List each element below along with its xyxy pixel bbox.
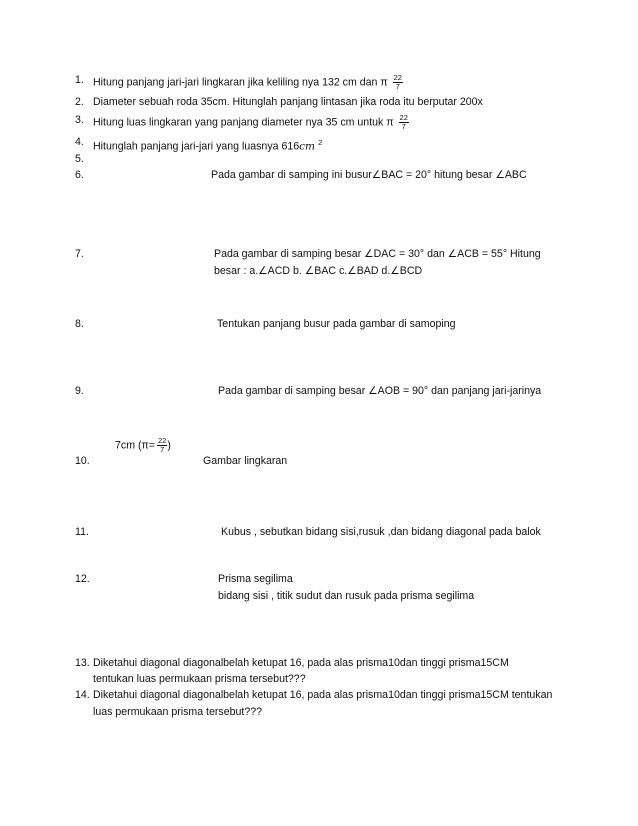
item-13-text-line2: tentukan luas permukaan prisma tersebut??? (93, 673, 306, 685)
item-12-text: Prisma segilima (218, 573, 293, 585)
item-3-text: Hitung luas lingkaran yang panjang diameter nya 35 cm untuk π (93, 116, 394, 129)
item-number: 11. (75, 526, 89, 538)
item-number: 4. (75, 136, 84, 148)
item-13-text: Diketahui diagonal diagonalbelah ketupat 16, pada alas prisma10dan tinggi prisma15CM (93, 657, 509, 669)
item-12-text-line2: bidang sisi , titik sudut dan rusuk pada prisma segilima (218, 590, 475, 602)
item-4-text: Hitunglah panjang jari-jari yang luasnya 616 (93, 140, 300, 153)
pi-fraction (393, 74, 403, 91)
item-number: 6. (75, 169, 84, 181)
item-9-post: ) (167, 439, 171, 452)
item-number: 10. (75, 455, 90, 467)
fraction-numerator: 22 (393, 73, 402, 82)
item-2-text: Diameter sebuah roda 35cm. Hitunglah panjang lintasan jika roda itu berputar 200x (93, 96, 483, 108)
item-9-continuation (115, 437, 171, 454)
fraction-numerator: 22 (157, 436, 167, 445)
item-7-text: Pada gambar di samping besar ∠DAC = 30° dan ∠ACB = 55° Hitung (214, 248, 541, 260)
exponent: 2 (318, 138, 323, 147)
pi-fraction (157, 437, 167, 454)
fraction-numerator: 22 (399, 113, 408, 122)
item-number: 13. (75, 657, 90, 669)
item-6-text: Pada gambar di samping ini busur∠BAC = 20° hitung besar ∠ABC (211, 169, 527, 181)
item-7-text-line2: besar : a.∠ACD b. ∠BAC c.∠BAD d.∠BCD (214, 265, 423, 277)
item-number: 9. (75, 385, 84, 397)
fraction-denominator: 7 (395, 82, 400, 91)
item-number: 2. (75, 96, 84, 108)
item-text (93, 74, 403, 91)
item-8-text: Tentukan panjang busur pada gambar di samoping (217, 318, 456, 330)
fraction-denominator: 7 (160, 445, 165, 454)
item-14-text: Diketahui diagonal diagonalbelah ketupat 16, pada alas prisma10dan tinggi prisma15CM tentukan (93, 689, 553, 701)
item-number: 14. (75, 689, 90, 701)
item-number: 12. (75, 573, 90, 585)
item-10-text: Gambar lingkaran (203, 455, 288, 467)
item-9-pre: 7cm (π= (115, 439, 155, 452)
item-number: 7. (75, 248, 84, 260)
item-number: 8. (75, 318, 84, 330)
item-1-text: Hitung panjang jari-jari lingkaran jika keliling nya 132 cm dan π (93, 76, 388, 89)
item-11-text: Kubus , sebutkan bidang sisi,rusuk ,dan bidang diagonal pada balok (221, 526, 541, 538)
item-text (93, 136, 322, 154)
item-number: 3. (75, 114, 84, 126)
unit-cm: cm (299, 140, 316, 153)
pi-fraction (399, 114, 409, 131)
fraction-denominator: 7 (401, 122, 406, 131)
item-9-text: Pada gambar di samping besar ∠AOB = 90° dan panjang jari-jarinya (218, 385, 542, 397)
item-text (93, 114, 409, 131)
item-number: 5. (75, 153, 84, 165)
item-number: 1. (75, 74, 84, 86)
item-14-text-line2: luas permukaan prisma tersebut??? (93, 706, 263, 718)
